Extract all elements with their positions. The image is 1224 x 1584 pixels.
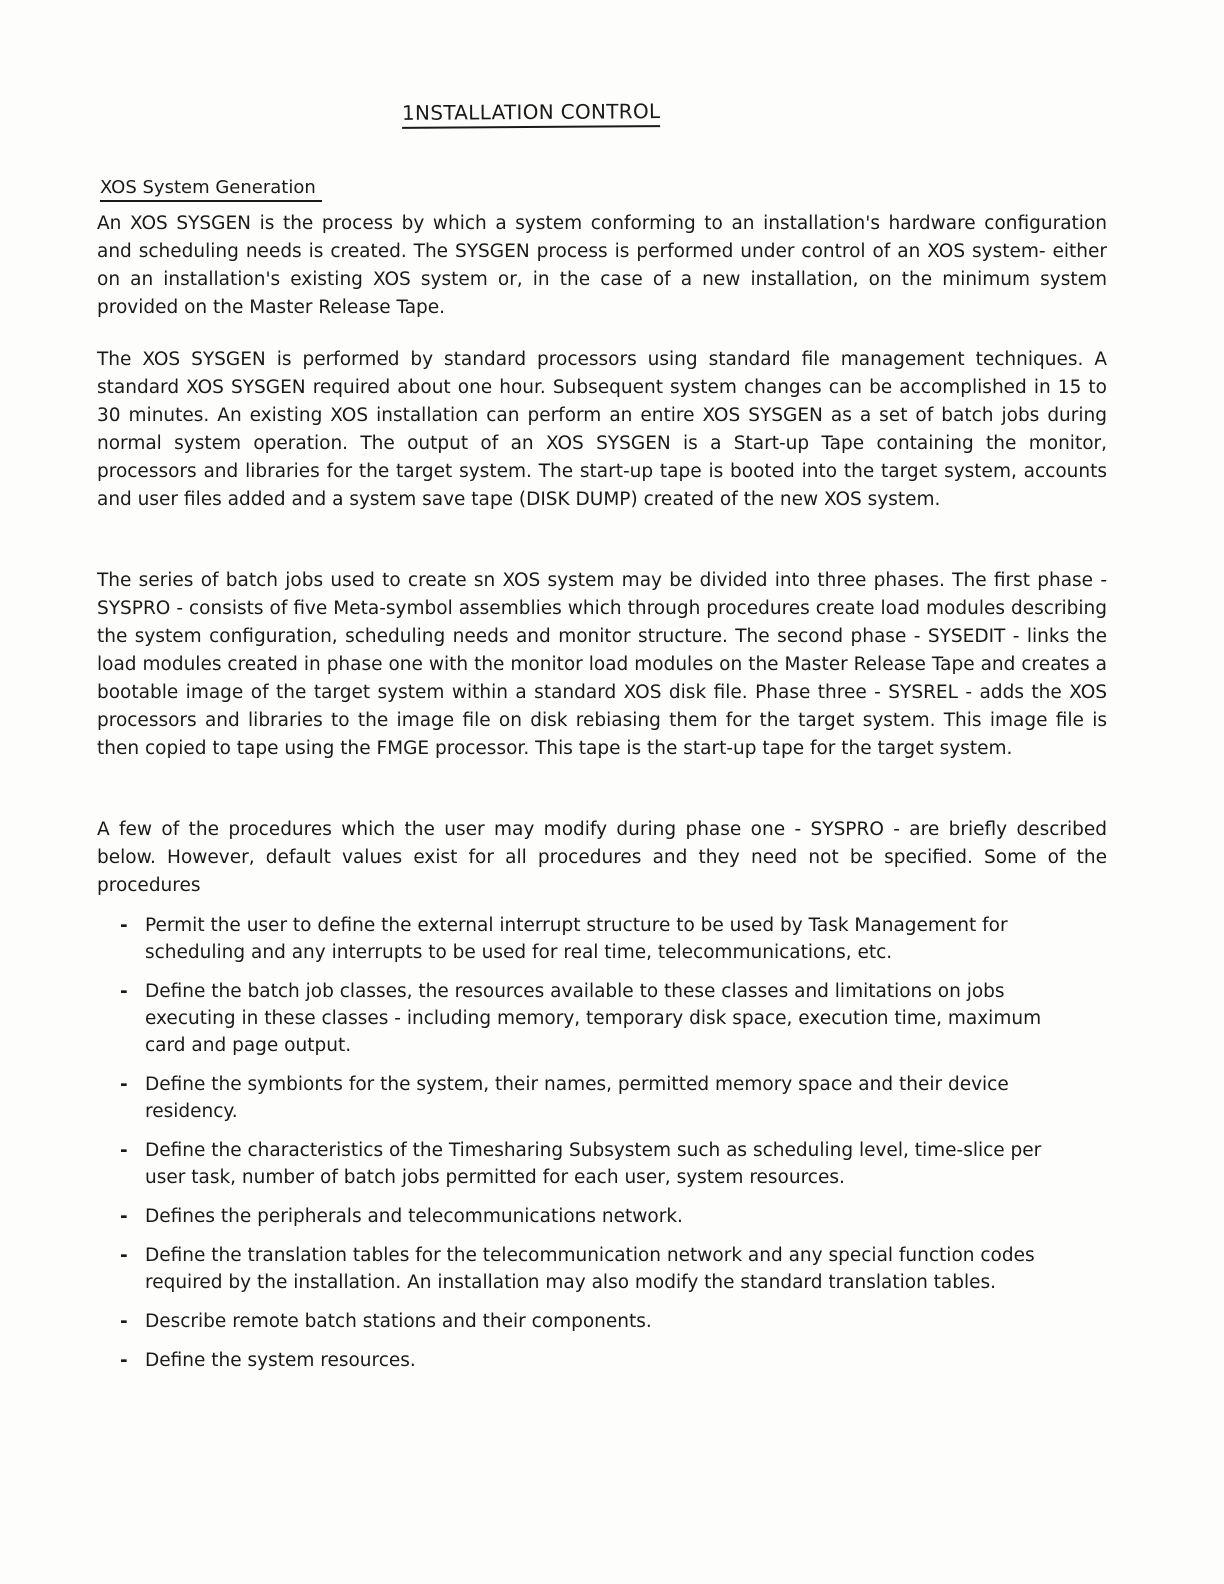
list-item-text: Defines the peripherals and telecommunications network. [145,1206,683,1227]
dash-bullet-icon: - [120,1311,128,1332]
dash-bullet-icon: - [120,981,128,1002]
list-item [118,1137,1078,1191]
list-item [118,1071,1078,1125]
list-item [118,912,1078,966]
procedure-list [118,912,1078,1386]
paragraph-sysgen-procedure: The XOS SYSGEN is performed by standard processors using standard file management techniques. A standard XOS SYSGEN required about one hour. Subsequent system changes can be accomplished in 15 to 30 minutes. An existing XOS installation can perform an entire XOS SYSGEN as a set of batch jobs during normal system operation. The output of an XOS SYSGEN is a Start-up Tape containing the monitor, processors and libraries for the target system. The start-up tape is booted into the target system, accounts and user files added and a system save tape (DISK DUMP) created of the new XOS system. [97,349,1107,510]
list-item-text: Define the characteristics of the Timesharing Subsystem such as scheduling level, time-slice per user task, number of batch jobs permitted for each user, system resources. [145,1140,1042,1188]
list-item [118,1308,1078,1335]
dash-bullet-icon: - [120,1206,128,1227]
list-item-text: Permit the user to define the external interrupt structure to be used by Task Management for scheduling and any interrupts to be used for real time, telecommunications, etc. [145,915,1008,963]
section-heading: XOS System Generation [100,177,322,202]
list-item-text: Define the translation tables for the telecommunication network and any special function codes required by the installation. An installation may also modify the standard translation tables. [145,1245,1035,1293]
paragraph-phases: The series of batch jobs used to create sn XOS system may be divided into three phases. The first phase - SYSPRO - consists of five Meta-symbol assemblies which through procedures create load modules describing the system configuration, scheduling needs and monitor structure. The second phase - SYSEDIT - links the load modules created in phase one with the monitor load modules on the Master Release Tape and creates a bootable image of the target system within a standard XOS disk file. Phase three - SYSREL - adds the XOS processors and libraries to the image file on disk rebiasing them for the target system. This image file is then copied to tape using the FMGE processor. This tape is the start-up tape for the target system. [97,570,1107,759]
page-title: 1NSTALLATION CONTROL [402,99,661,129]
paragraph-intro: An XOS SYSGEN is the process by which a system conforming to an installation's hardware configuration and scheduling needs is created. The SYSGEN process is performed under control of an XOS system- either on an installation's existing XOS system or, in the case of a new installation, on the minimum system provided on the Master Release Tape. [97,213,1107,318]
dash-bullet-icon: - [120,1245,128,1266]
list-item [118,1242,1078,1296]
dash-bullet-icon: - [120,1350,128,1371]
list-item-text: Define the batch job classes, the resources available to these classes and limitations on jobs executing in these classes - including memory, temporary disk space, execution time, maximum card and page output. [145,981,1042,1056]
dash-bullet-icon: - [120,1074,128,1095]
list-item-text: Define the system resources. [145,1350,416,1371]
list-item-text: Define the symbionts for the system, their names, permitted memory space and their device residency. [145,1074,1009,1122]
list-item [118,1347,1078,1374]
dash-bullet-icon: - [120,915,128,936]
dash-bullet-icon: - [120,1140,128,1161]
list-item [118,978,1078,1059]
list-item [118,1203,1078,1230]
paragraph-procedures-intro: A few of the procedures which the user may modify during phase one - SYSPRO - are briefly described below. However, default values exist for all procedures and they need not be specified. Some of the procedures [97,819,1107,896]
list-item-text: Describe remote batch stations and their components. [145,1311,652,1332]
